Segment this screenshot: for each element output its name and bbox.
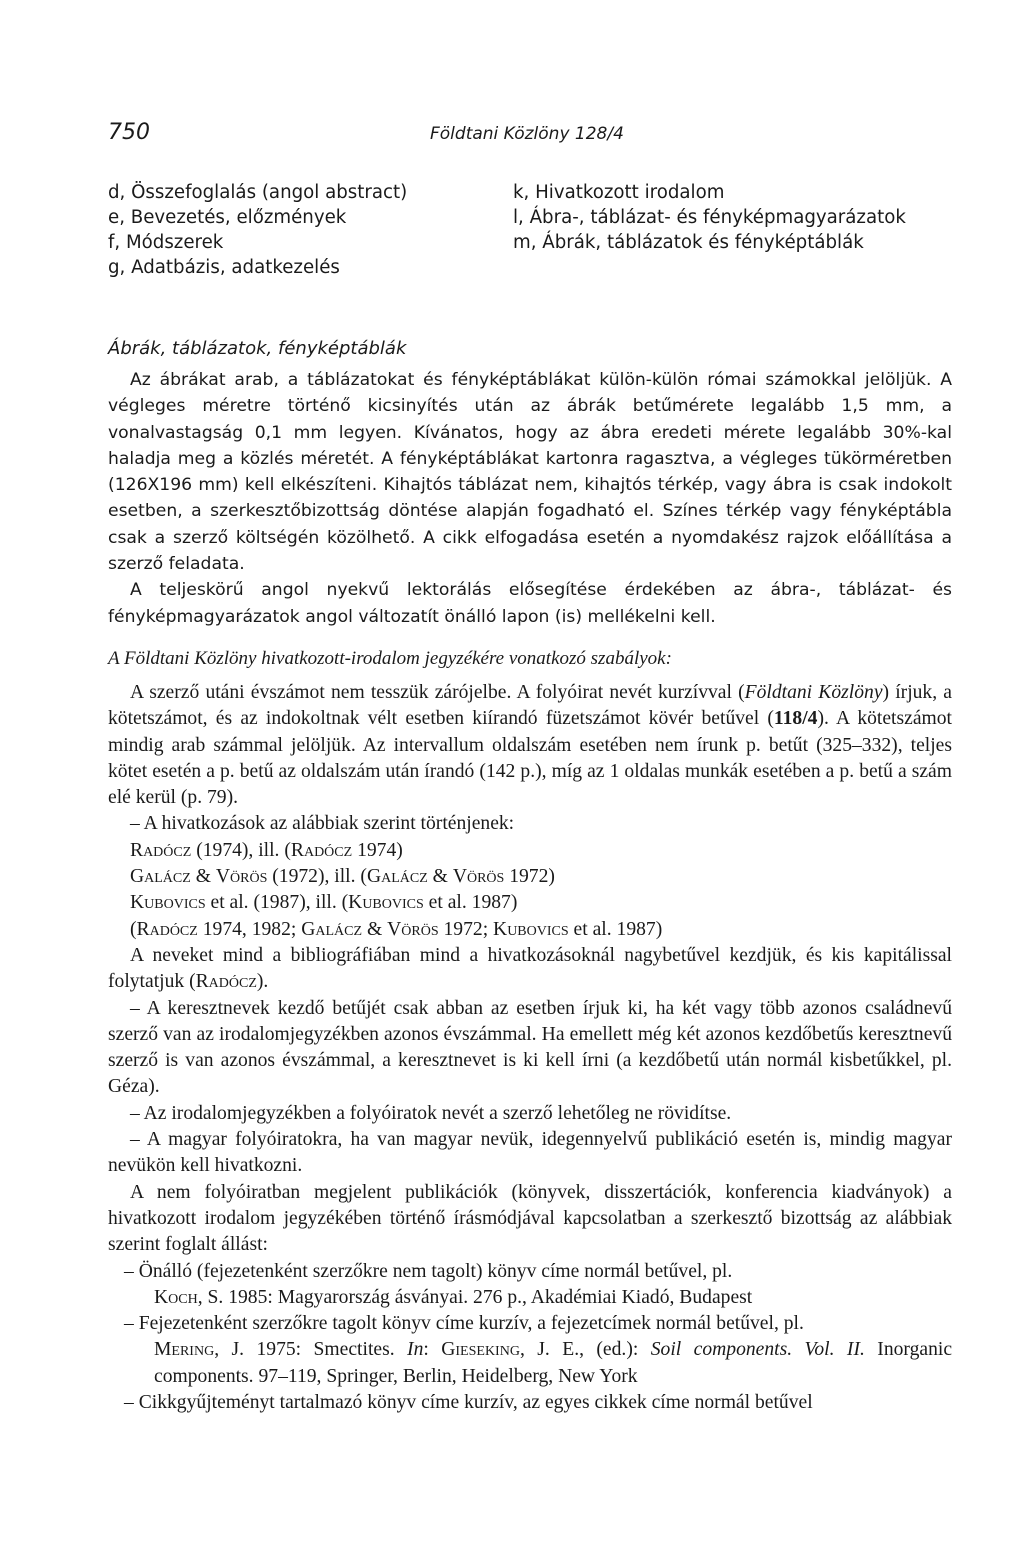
paragraph <box>108 680 952 811</box>
author-name: Vörös <box>452 866 505 888</box>
paragraph: – A magyar folyóiratokra, ha van magyar nevük, idegennyelvű publikáció esetén is, mindig magyar nevükön kell hivatkozni. <box>108 1129 952 1177</box>
structure-list <box>108 180 952 290</box>
structure-item: l, Ábra-, táblázat- és fényképmagyarázatok <box>513 207 906 228</box>
structure-list-left <box>108 180 508 280</box>
journal-name: Földtani Közlöny <box>744 681 883 703</box>
text-run: – Önálló (fejezetenként szerzőkre nem tagolt) könyv címe normál betűvel, pl. <box>124 1260 733 1282</box>
text-run: – Fejezetenként szerzőkre tagolt könyv címe kurzív, a fejezetcímek normál betűvel, pl. <box>124 1313 804 1335</box>
structure-item: g, Adatbázis, adatkezelés <box>108 257 340 278</box>
section-heading: Ábrák, táblázatok, fényképtáblák <box>108 338 407 359</box>
paragraph: – A hivatkozások az alábbiak szerint történjenek: <box>130 813 515 835</box>
citation-example: Radócz (1974), ill. (Radócz 1974) <box>130 839 403 861</box>
paragraph: – A keresztnevek kezdő betűjét csak abban az esetben írjuk ki, ha két vagy több azonos családnevű szerző van az irodalomjegyzékben azonos évszámmal. Ha emellett még két azonos kezdőbetűs keresztnevű szerző is van azonos évszámmal, a keresztnevet is ki kell írni (a kezdőbetű után normál kisbetűkkel, pl. Géza). <box>108 997 952 1098</box>
bold-example: 118/4 <box>773 708 818 730</box>
author-name: Kubovics <box>348 892 424 914</box>
structure-item: m, Ábrák, táblázatok és fényképtáblák <box>513 232 864 253</box>
figures-section-body <box>108 367 952 630</box>
text-run: A neveket mind a bibliográfiában mind a hivatkozásoknál nagybetűvel kezdjük, és kis kapitálissal folytatjuk ( <box>108 944 952 993</box>
structure-item: e, Bevezetés, előzmények <box>108 207 347 228</box>
paragraph: – Az irodalomjegyzékben a folyóiratok nevét a szerző lehetőleg ne rövidítse. <box>130 1102 732 1124</box>
rules-body <box>108 680 952 1416</box>
structure-item: f, Módszerek <box>108 232 224 253</box>
paragraph: A teljeskörű angol nyekvű lektorálás elősegítése érdekében az ábra-, táblázat- és fényképmagyarázatok angol változatít önálló lapon (is) mellékelni kell. <box>108 580 952 627</box>
list-item: – Cikkgyűjteményt tartalmazó könyv címe kurzív, az egyes cikkek címe normál betűvel <box>124 1391 813 1413</box>
citation-example: (Radócz 1974, 1982; Galácz & Vörös 1972; Kubovics et al. 1987) <box>130 918 663 940</box>
list-item <box>108 1259 952 1312</box>
book-title: Soil components. Vol. II. <box>650 1339 865 1361</box>
author-name: Radócz <box>136 918 198 940</box>
text-run: Inorganic components. 97–119, Springer, Berlin, Heidelberg, New York <box>154 1339 953 1387</box>
rules-heading: A Földtani Közlöny hivatkozott-irodalom jegyzékére vonatkozó szabályok: <box>108 647 672 669</box>
text-run: A szerző utáni évszámot nem tesszük zárójelbe. A folyóirat nevét kurzívval ( <box>130 681 745 703</box>
structure-item: d, Összefoglalás (angol abstract) <box>108 182 408 203</box>
author-name: Radócz <box>290 839 353 861</box>
author-name: Vörös <box>387 918 439 940</box>
small-caps-example: Radócz <box>195 971 257 993</box>
author-name: Vörös <box>215 866 268 888</box>
list-item <box>108 1311 952 1390</box>
author-name: Galácz <box>130 866 191 888</box>
author-name: Gieseking <box>441 1339 520 1361</box>
author-name: Kubovics <box>493 918 569 940</box>
text-run: , J. E., (ed.): <box>519 1339 651 1361</box>
citation-example: Galácz & Vörös (1972), ill. (Galácz & Vörös 1972) <box>130 866 555 888</box>
text-run: ) írjuk, a kötetszámot, és az indokoltnak vélt esetben kiírandó füzetszámot kövér betűvel ( <box>108 681 952 730</box>
author-name: Galácz <box>301 918 363 940</box>
page-header <box>108 112 952 146</box>
author-name: Kubovics <box>130 892 206 914</box>
text-run: , S. 1985: Magyarország ásványai. 276 p., Akadémiai Kiadó, Budapest <box>197 1286 753 1308</box>
structure-item: k, Hivatkozott irodalom <box>513 182 725 203</box>
paragraph: A nem folyóiratban megjelent publikációk (könyvek, disszertációk, konferencia kiadványok) a hivatkozott irodalom jegyzékében történő írásmódjával kapcsolatban a szerkesztő bizottság az alábbiak szerint foglalt állást: <box>108 1181 952 1256</box>
author-name: Mering <box>154 1339 215 1361</box>
document-page <box>108 112 952 1416</box>
text-run: , J. 1975: Smectites. <box>214 1339 408 1361</box>
text-run: In <box>407 1339 424 1361</box>
text-run: : <box>423 1339 442 1361</box>
citation-example: Kubovics et al. (1987), ill. (Kubovics et al. 1987) <box>130 892 518 914</box>
text-run: ). A kötetszámot mindig arab számmal jelöljük. Az intervallum oldalszám esetében nem írunk p. betűt (325–332), teljes kötet esetén a p. betű az oldalszám után írandó (142 p.), míg az 1 oldalas munkák esetében a p. betű a szám elé kerül (p. 79). <box>108 708 952 809</box>
paragraph <box>108 943 952 996</box>
paragraph: Az ábrákat arab, a táblázatokat és fényképtáblákat külön-külön római számokkal jelöljük. A végleges méretre történő kicsinyítés után az ábrák betűmérete legalább 1,5 mm, a vonalvastagság 0,1 mm legyen. Kívánatos, hogy az ábra eredeti mérete legalább 30%-kal haladja meg a közlés méretét. A fényképtáblákat kartonra ragasztva, a végleges tükörméretben (126X196 mm) kell elkészíteni. Kihajtós táblázat nem, kihajtós térkép, vagy ábra is csak indokolt esetben, a szerkesztőbizottság döntése alapján fogadható el. Színes térkép vagy fényképtábla csak a szerző költségén közölhető. A cikk elfogadása esetén a nyomdakész rajzok előállítása a szerző feladata. <box>108 370 952 575</box>
text-run: ). <box>256 971 269 993</box>
structure-list-right <box>513 180 953 255</box>
author-name: Koch <box>154 1286 198 1308</box>
page-number: 750 <box>108 120 150 145</box>
author-name: Radócz <box>130 839 192 861</box>
author-name: Galácz <box>366 866 428 888</box>
running-title: Földtani Közlöny 128/4 <box>430 124 624 144</box>
